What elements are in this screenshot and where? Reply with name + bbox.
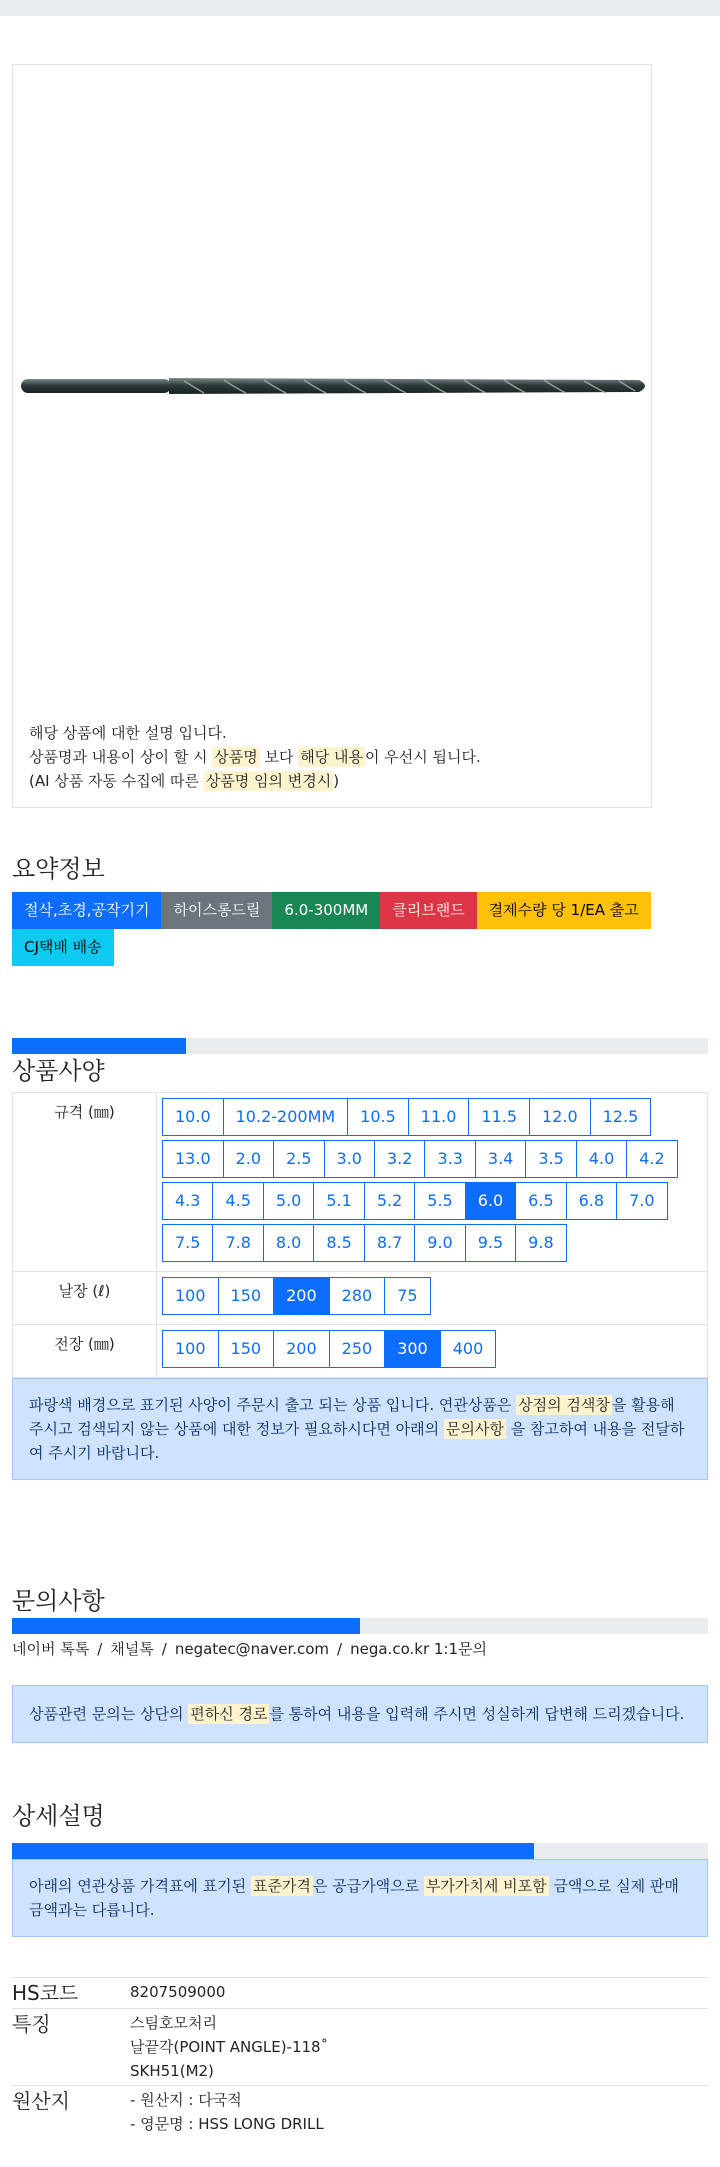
spec-option-button[interactable]: 100 <box>162 1277 219 1315</box>
inquiry-title: 문의사항 <box>12 1587 105 1615</box>
spec-option-button[interactable]: 250 <box>329 1330 386 1368</box>
notice-text: 이 우선시 됩니다. <box>365 748 481 766</box>
spec-option-button[interactable]: 12.5 <box>590 1098 652 1136</box>
info-value <box>130 1978 708 2009</box>
spec-option-button[interactable]: 3.2 <box>374 1140 425 1178</box>
progress-fill <box>12 1843 534 1859</box>
spec-option-button[interactable]: 3.0 <box>324 1140 375 1178</box>
info-key: 특징 <box>12 2009 130 2086</box>
spec-option-button[interactable]: 9.8 <box>515 1224 566 1262</box>
alert-text: 은 공급가액으로 <box>312 1877 420 1895</box>
notice-highlight: 상품명 <box>214 748 258 766</box>
notice-line-1: 해당 상품에 대한 설명 입니다. <box>29 724 227 742</box>
spec-options-cell <box>157 1325 708 1378</box>
link-separator: / <box>161 1640 167 1658</box>
spec-option-button[interactable]: 4.5 <box>212 1182 263 1220</box>
notice-text: 상품명과 내용이 상이 할 시 <box>29 748 208 766</box>
spec-option-button[interactable]: 200 <box>273 1277 330 1315</box>
info-value <box>130 2009 708 2086</box>
notice-text: ) <box>333 772 340 790</box>
notice-highlight: 해당 내용 <box>300 748 364 766</box>
info-value-line: 스팀호모처리 <box>130 2014 217 2032</box>
spec-label: 전장 (㎜) <box>13 1325 157 1378</box>
spec-option-button[interactable]: 4.3 <box>162 1182 213 1220</box>
summary-badge: 클리브랜드 <box>380 892 476 929</box>
spec-option-button[interactable]: 7.0 <box>616 1182 667 1220</box>
summary-badge: 6.0-300MM <box>272 892 380 929</box>
spec-row <box>13 1093 708 1272</box>
spec-label: 날장 (ℓ) <box>13 1272 157 1325</box>
info-row <box>12 2009 708 2086</box>
notice-line-3 <box>29 769 481 793</box>
drill-image <box>19 371 651 401</box>
inquiry-progress-bar <box>12 1618 708 1634</box>
spec-option-button[interactable]: 12.0 <box>529 1098 591 1136</box>
detail-progress-bar <box>12 1843 708 1859</box>
link-separator: / <box>97 1640 103 1658</box>
notice-highlight: 상품명 임의 변경시 <box>205 772 332 790</box>
alert-highlight: 문의사항 <box>445 1420 504 1438</box>
spec-option-button[interactable]: 75 <box>384 1277 430 1315</box>
product-notice <box>29 721 481 793</box>
spec-option-button[interactable]: 6.8 <box>566 1182 617 1220</box>
info-value-line: 날끝각(POINT ANGLE)-118˚ <box>130 2038 329 2056</box>
progress-fill <box>12 1618 360 1634</box>
spec-option-button[interactable]: 8.5 <box>313 1224 364 1262</box>
spec-option-button[interactable]: 8.7 <box>364 1224 415 1262</box>
detail-title: 상세설명 <box>12 1802 105 1830</box>
spec-option-button[interactable]: 5.0 <box>263 1182 314 1220</box>
spec-option-button[interactable]: 3.3 <box>424 1140 475 1178</box>
spec-option-button[interactable]: 200 <box>273 1330 330 1368</box>
top-bar <box>0 0 720 16</box>
alert-highlight: 상점의 검색창 <box>518 1396 610 1414</box>
spec-option-button[interactable]: 7.5 <box>162 1224 213 1262</box>
spec-option-button[interactable]: 10.5 <box>347 1098 409 1136</box>
inquiry-alert <box>12 1685 708 1743</box>
info-value-line: - 영문명 : HSS LONG DRILL <box>130 2115 324 2133</box>
inquiry-link[interactable]: 채널톡 <box>110 1640 154 1658</box>
spec-row <box>13 1272 708 1325</box>
spec-option-button[interactable]: 9.0 <box>414 1224 465 1262</box>
info-value-line: - 원산지 : 다국적 <box>130 2091 242 2109</box>
alert-text: 를 통하여 내용을 입력해 주시면 성실하게 답변해 드리겠습니다. <box>269 1705 685 1723</box>
spec-alert <box>12 1378 708 1480</box>
spec-options <box>162 1098 702 1266</box>
spec-option-button[interactable]: 3.4 <box>475 1140 526 1178</box>
link-separator: / <box>337 1640 343 1658</box>
spec-option-button[interactable]: 6.0 <box>465 1182 516 1220</box>
spec-title: 상품사양 <box>12 1057 105 1085</box>
alert-highlight: 표준가격 <box>252 1877 311 1895</box>
info-value-line: SKH51(M2) <box>130 2062 214 2080</box>
info-table <box>12 1977 708 2138</box>
spec-option-button[interactable]: 3.5 <box>525 1140 576 1178</box>
alert-highlight: 부가가치세 비포함 <box>425 1877 547 1895</box>
info-value <box>130 2086 708 2139</box>
spec-option-button[interactable]: 300 <box>384 1330 441 1368</box>
spec-option-button[interactable]: 280 <box>329 1277 386 1315</box>
spec-label: 규격 (㎜) <box>13 1093 157 1272</box>
spec-option-button[interactable]: 10.0 <box>162 1098 224 1136</box>
alert-text: 상품관련 문의는 상단의 <box>29 1705 184 1723</box>
spec-options-cell <box>157 1093 708 1272</box>
alert-text: 금액으로 실제 판매금액과는 다릅니다. <box>29 1877 679 1919</box>
inquiry-link[interactable]: nega.co.kr 1:1문의 <box>350 1640 487 1658</box>
alert-text: 파랑색 배경으로 표기된 사양이 주문시 출고 되는 상품 입니다. 연관상품은 <box>29 1396 512 1414</box>
progress-fill <box>12 1038 186 1054</box>
spec-option-button[interactable]: 150 <box>218 1277 275 1315</box>
spec-option-button[interactable]: 6.5 <box>515 1182 566 1220</box>
notice-line-2 <box>29 745 481 769</box>
summary-badges <box>12 892 712 966</box>
spec-option-button[interactable]: 11.0 <box>408 1098 470 1136</box>
spec-option-button[interactable]: 4.2 <box>626 1140 677 1178</box>
spec-option-button[interactable]: 5.2 <box>364 1182 415 1220</box>
info-row <box>12 1978 708 2009</box>
inquiry-link[interactable]: 네이버 톡톡 <box>12 1640 90 1658</box>
spec-option-button[interactable]: 11.5 <box>468 1098 530 1136</box>
alert-highlight: 편하신 경로 <box>190 1705 268 1723</box>
spec-option-button[interactable]: 2.0 <box>223 1140 274 1178</box>
spec-option-button[interactable]: 400 <box>440 1330 497 1368</box>
spec-option-button[interactable]: 2.5 <box>273 1140 324 1178</box>
spec-option-button[interactable]: 150 <box>218 1330 275 1368</box>
notice-text: 보다 <box>264 748 294 766</box>
spec-option-button[interactable]: 9.5 <box>465 1224 516 1262</box>
spec-options <box>162 1277 702 1319</box>
info-value-line: 8207509000 <box>130 1983 226 2001</box>
inquiry-links <box>12 1638 708 1659</box>
spec-option-button[interactable]: 8.0 <box>263 1224 314 1262</box>
notice-text: (AI 상품 자동 수집에 따른 <box>29 772 200 790</box>
summary-title: 요약정보 <box>12 855 105 883</box>
info-key: 원산지 <box>12 2086 130 2139</box>
summary-badge: 하이스롱드릴 <box>161 892 272 929</box>
spec-progress-bar <box>12 1038 708 1054</box>
alert-text: 아래의 연관상품 가격표에 표기된 <box>29 1877 247 1895</box>
spec-option-button[interactable]: 10.2-200MM <box>223 1098 349 1136</box>
alert-text: 을 참고하여 내용을 전달하여 주시기 바랍니다. <box>29 1420 685 1462</box>
info-key: HS코드 <box>12 1978 130 2009</box>
spec-option-button[interactable]: 4.0 <box>576 1140 627 1178</box>
detail-alert <box>12 1859 708 1937</box>
spec-row <box>13 1325 708 1378</box>
inquiry-link[interactable]: negatec@naver.com <box>174 1640 330 1658</box>
summary-badge: CJ택배 배송 <box>12 929 114 966</box>
summary-badge: 결제수량 당 1/EA 출고 <box>477 892 651 929</box>
summary-badge: 절삭,초경,공작기기 <box>12 892 161 929</box>
alert-text: 을 활용해 주시고 검색되지 않는 상품에 대한 정보가 필요하시다면 아래의 <box>29 1396 675 1438</box>
spec-option-button[interactable]: 5.1 <box>313 1182 364 1220</box>
product-image-box <box>12 64 652 808</box>
spec-table <box>12 1092 708 1378</box>
spec-option-button[interactable]: 100 <box>162 1330 219 1368</box>
spec-option-button[interactable]: 7.8 <box>212 1224 263 1262</box>
spec-option-button[interactable]: 5.5 <box>414 1182 465 1220</box>
spec-option-button[interactable]: 13.0 <box>162 1140 224 1178</box>
info-row <box>12 2086 708 2139</box>
spec-options-cell <box>157 1272 708 1325</box>
spec-options <box>162 1330 702 1372</box>
